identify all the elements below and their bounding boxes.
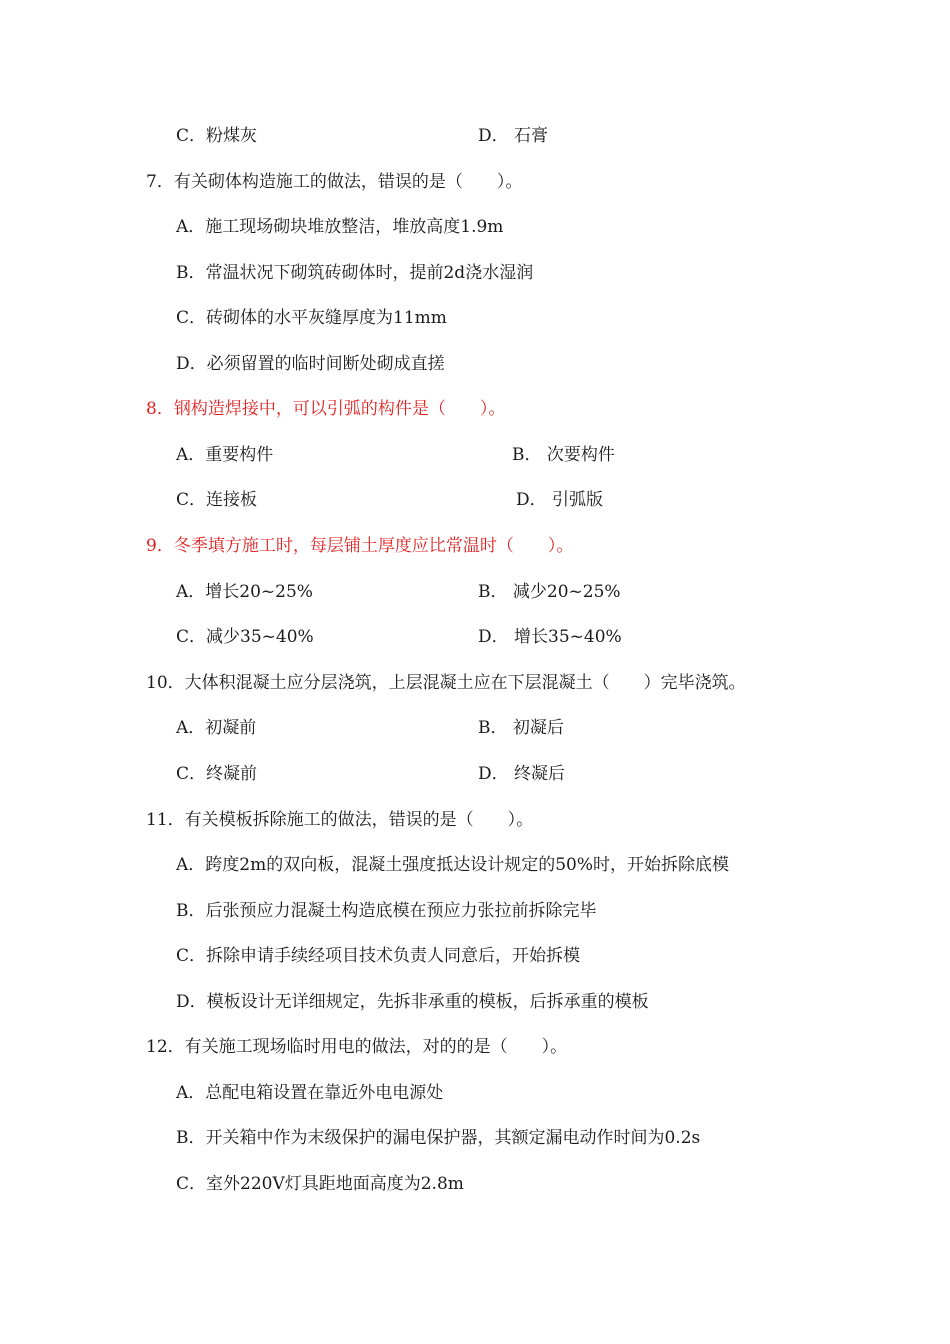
q8-option-c: C．连接板	[176, 490, 258, 510]
q9-option-a: A．增长20~25%	[176, 582, 313, 602]
q9-stem: 9．冬季填方施工时，每层铺土厚度应比常温时（ ）。	[146, 536, 574, 556]
q9-option-d: D． 增长35~40%	[478, 627, 622, 647]
q11-option-a: A．跨度2m的双向板，混凝土强度抵达设计规定的50%时，开始拆除底模	[176, 855, 729, 875]
q12-stem: 12．有关施工现场临时用电的做法，对的的是（ ）。	[146, 1037, 568, 1057]
q8-stem: 8．钢构造焊接中，可以引弧的构件是（ ）。	[146, 399, 506, 419]
q7-option-c: C．砖砌体的水平灰缝厚度为11mm	[176, 308, 447, 328]
q10-option-a: A．初凝前	[176, 718, 257, 738]
q12-option-c: C．室外220V灯具距地面高度为2.8m	[176, 1174, 464, 1194]
q7-option-a: A．施工现场砌块堆放整洁，堆放高度1.9m	[176, 217, 504, 237]
q12-option-b: B．开关箱中作为末级保护的漏电保护器，其额定漏电动作时间为0.2s	[176, 1128, 701, 1148]
q11-option-d: D．模板设计无详细规定，先拆非承重的模板，后拆承重的模板	[176, 992, 649, 1012]
q8-option-d: D． 引弧版	[516, 490, 604, 510]
q10-option-d: D． 终凝后	[478, 764, 566, 784]
q9-option-b: B． 减少20~25%	[478, 582, 621, 602]
q11-stem: 11．有关模板拆除施工的做法，错误的是（ ）。	[146, 810, 534, 830]
q8-option-a: A．重要构件	[176, 445, 274, 465]
q10-option-c: C．终凝前	[176, 764, 258, 784]
q9-option-c: C．减少35~40%	[176, 627, 314, 647]
q12-option-a: A．总配电箱设置在靠近外电电源处	[176, 1083, 444, 1103]
q6-option-c: C．粉煤灰	[176, 126, 258, 146]
q7-option-d: D．必须留置的临时间断处砌成直搓	[176, 354, 445, 374]
q10-stem: 10．大体积混凝土应分层浇筑，上层混凝土应在下层混凝土（ ）完毕浇筑。	[146, 673, 746, 693]
q8-option-b: B． 次要构件	[512, 445, 615, 465]
q11-option-c: C．拆除申请手续经项目技术负责人同意后，开始拆模	[176, 946, 581, 966]
q7-stem: 7．有关砌体构造施工的做法，错误的是（ ）。	[146, 172, 523, 192]
q6-option-d: D． 石膏	[478, 126, 549, 146]
q11-option-b: B．后张预应力混凝土构造底模在预应力张拉前拆除完毕	[176, 901, 597, 921]
q7-option-b: B．常温状况下砌筑砖砌体时，提前2d浇水湿润	[176, 263, 534, 283]
q10-option-b: B． 初凝后	[478, 718, 564, 738]
